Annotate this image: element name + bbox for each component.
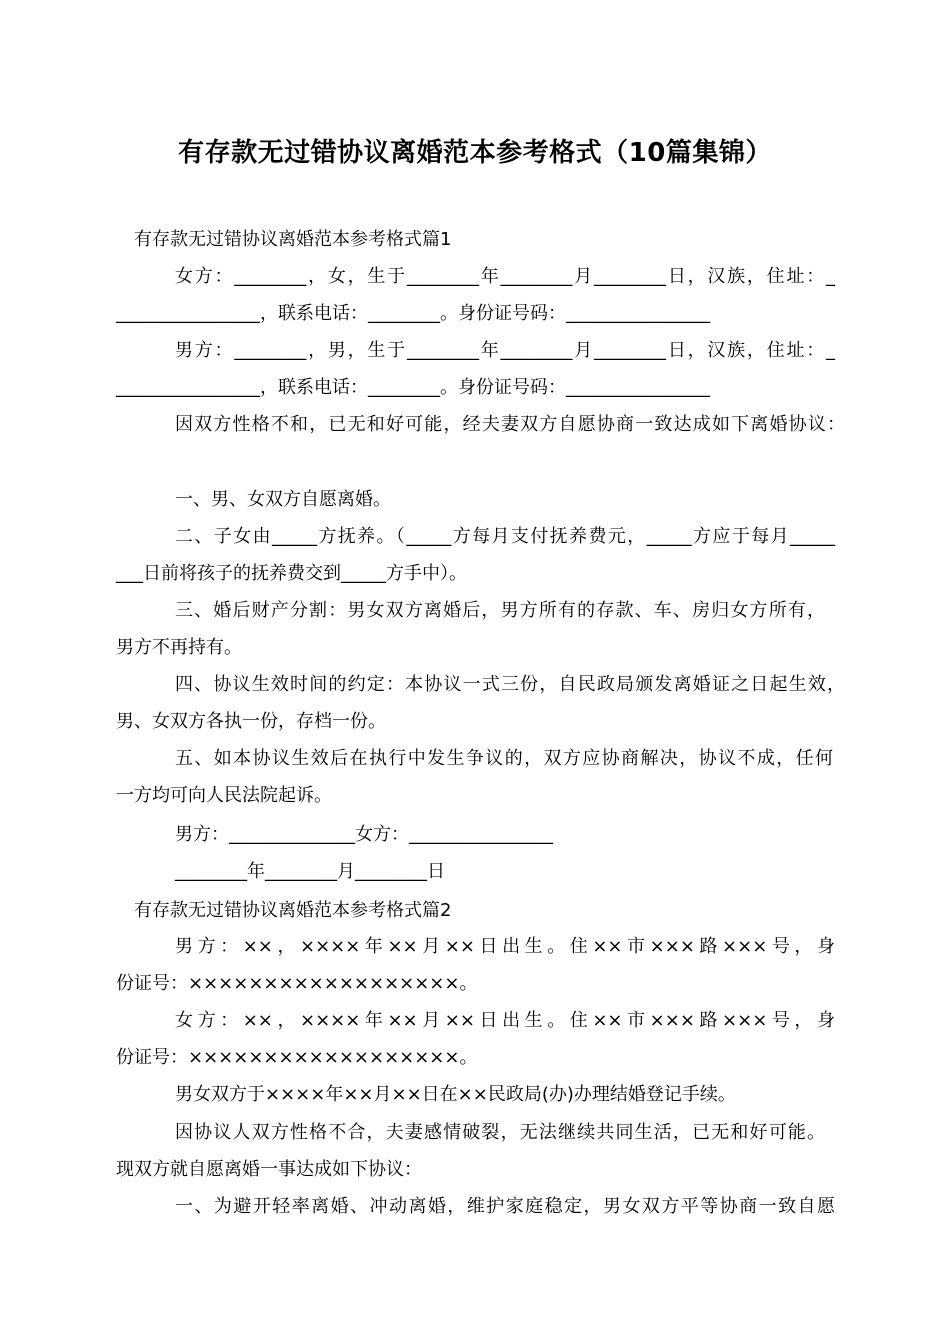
paragraph-line: 因协议人双方性格不合，夫妻感情破裂，无法继续共同生活，已无和好可能。 [175,1122,825,1143]
paragraph-line: 男、女双方各执一份，存档一份。 [116,711,386,732]
paragraph-line: 四、协议生效时间的约定：本协议一式三份，自民政局颁发离婚证之日起生效， [175,674,845,695]
paragraph-line: 现双方就自愿离婚一事达成如下协议： [116,1159,422,1180]
paragraph-line: 因双方性格不和，已无和好可能，经夫妻双方自愿协商一致达成如下离婚协议： [175,414,845,435]
date-line: ________年________月________日 [175,861,445,882]
paragraph-line: 女方：××，××××年××月××日出生。住××市×××路×××号，身 [175,1010,835,1031]
paragraph-line: 一、男、女双方自愿离婚。 [175,489,391,510]
section-heading: 有存款无过错协议离婚范本参考格式篇1 [134,229,452,250]
paragraph-line: 二、子女由_____方抚养。（_____方每月支付抚养费元，_____方应于每月_____ [175,526,835,547]
paragraph-line: ________________，联系电话：________。身份证号码：________________ [116,377,710,398]
paragraph-line: 男女双方于××××年××月××日在××民政局(办)办理结婚登记手续。 [175,1084,736,1105]
paragraph-line: 三、婚后财产分割：男女双方离婚后，男方所有的存款、车、房归女方所有， [175,600,825,621]
section-heading: 有存款无过错协议离婚范本参考格式篇2 [134,900,452,921]
signature-line: 男方：______________女方：________________ [175,824,553,845]
paragraph-line: ________________，联系电话：________。身份证号码：________________ [116,303,710,324]
paragraph-line: 一方均可向人民法院起诉。 [116,785,332,806]
paragraph-line: 男方不再持有。 [116,637,242,658]
paragraph-line: 女方：________，女，生于________年________月________日，汉族，住址：_ [175,266,835,287]
paragraph-line: 份证号：××××××××××××××××××。 [116,973,478,994]
paragraph-line: 份证号：××××××××××××××××××。 [116,1047,478,1068]
paragraph-line: 一、为避开轻率离婚、冲动离婚，维护家庭稳定，男女双方平等协商一致自愿 [175,1196,835,1217]
paragraph-line: 男方：××，××××年××月××日出生。住××市×××路×××号，身 [175,936,835,957]
paragraph-line: 男方：________，男，生于________年________月________日，汉族，住址：_ [175,340,835,361]
paragraph-line: 五、如本协议生效后在执行中发生争议的，双方应协商解决，协议不成，任何 [175,748,833,769]
document-title: 有存款无过错协议离婚范本参考格式（10篇集锦） [178,138,772,168]
paragraph-line: ___日前将孩子的抚养费交到_____方手中）。 [116,563,467,584]
